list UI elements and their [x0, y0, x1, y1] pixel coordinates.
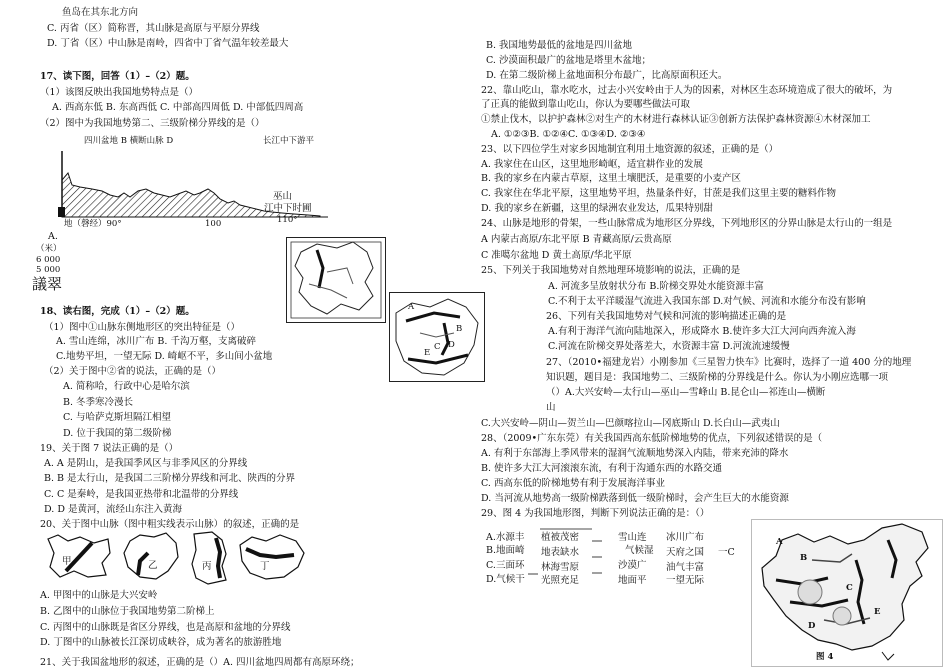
- question-17-1-options: A. 西高东低 B. 东高西低 C. 中部高四周低 D. 中部低四周高: [52, 102, 304, 113]
- question-22-cont: 了正真的能做到靠山吃山，你认为要哪些做法可取: [481, 99, 691, 110]
- profile-scale-1: 6 000: [36, 255, 61, 265]
- match-col3-4: 地面平: [618, 575, 647, 586]
- question-23-a: A. 我家住在山区，这里地形崎岖，适宜耕作业的发展: [481, 159, 703, 170]
- profile-label-plain: 江中下时圃: [264, 203, 312, 214]
- profile-label-wushan: 巫山: [273, 191, 293, 202]
- match-col4-2: 天府之国: [666, 547, 705, 558]
- question-23: 23、以下四位学生对家乡因地制宜利用土地资源的叙述，正确的是（）: [481, 144, 779, 155]
- question-28-d: D. 当河流从地势高一级阶梯跌落到低一级阶梯时，会产生巨大的水能资源: [481, 493, 789, 504]
- fig4-letter-d: D: [808, 621, 816, 631]
- question-28-a: A. 有利于东部海上季风带来的湿润气流顺地势深入内陆，带来充沛的降水: [481, 448, 789, 459]
- match-col2-3: 林海雪原: [541, 562, 580, 573]
- question-25-ab: A. 河流多呈放射状分布 B.阶梯交界处水能资源丰富: [548, 281, 764, 292]
- fig4-letter-a: A: [776, 537, 783, 547]
- map-ding: [236, 531, 308, 583]
- map-letter-e: E: [424, 348, 431, 358]
- map-label-jia: 甲: [62, 556, 72, 567]
- question-28-b: B. 使许多大江大河滚滚东流，有利于沟通东西的水路交通: [481, 463, 723, 474]
- option-d: D. 丁省（区）中山脉是南岭，四省中丁省气温年较差最大: [47, 38, 289, 49]
- question-27-wrap: 山: [546, 402, 556, 413]
- match-col4-1: 冰川广布: [666, 532, 705, 543]
- map-jia: [44, 531, 114, 581]
- question-18-1-cd: C.地势平坦，一望无际 D. 崎岖不平，多山间小盆地: [56, 351, 273, 362]
- option-c: C. 沙漠面积最广的盆地是塔里木盆地；: [486, 55, 651, 66]
- question-19-b: B. B 是太行山，是我国二三阶梯分界线和河北、陕西的分界: [44, 473, 296, 484]
- match-col4-3: 油气丰富: [666, 562, 705, 573]
- question-26-ab: A.有利于海洋气流向陆地深入，形成降水 B.使许多大江大河向西奔流入海: [548, 326, 856, 337]
- profile-axis-tick: 100: [205, 219, 222, 229]
- question-18-1-ab: A. 雪山连绵，冰川广布 B. 千沟万壑，支离破碎: [56, 336, 256, 347]
- match-col3-3: 沙漠广: [618, 560, 647, 571]
- profile-label-top-right: 长江中下游平: [263, 136, 315, 146]
- question-23-c: C. 我家住在华北平原，这里地势平坦，热量条件好，甘蔗是我们这里主要的糖料作物: [481, 188, 836, 199]
- match-option-d: D.气候干: [486, 574, 525, 585]
- question-18-2-b: B. 冬季寒冷漫长: [63, 397, 134, 408]
- match-col2-2: 地表缺水: [541, 547, 580, 558]
- question-29: 29、图 4 为我国地形图，判断下列说法正确的是：（）: [481, 508, 710, 519]
- question-19-c: C. C 是秦岭，是我国亚热带和北温带的分界线: [44, 489, 239, 500]
- question-27-cont: 知识题，题目是：我国地势二、三级阶梯的分界线是什么。你认为小刚应选哪一项: [546, 372, 889, 383]
- question-23-b: B. 我的家乡在内蒙古草原，这里土壤肥沃，是重要的小麦产区: [481, 173, 742, 184]
- question-26-cd: C.河流在阶梯交界处落差大，水资源丰富 D.河流流速缓慢: [548, 341, 790, 352]
- profile-unit: （米）: [36, 244, 62, 254]
- map-bing: [186, 530, 234, 586]
- profile-scale-2: 5 000: [36, 265, 61, 275]
- question-22-items: ①禁止伐木，以护护森林②对生产的木材进行森林认证③创新方法保护森林资源④木材深加工: [481, 114, 871, 125]
- map-letter-a: A: [408, 302, 415, 312]
- map-letter-b: B: [456, 324, 463, 334]
- match-col4-tag: 一C: [718, 547, 735, 558]
- question-21: 21、关于我国盆地形的叙述，正确的是（）A. 四川盆地四周都有高原环绕；: [40, 657, 360, 668]
- match-col2-1: 植被茂密: [541, 532, 580, 543]
- fig4-letter-e: E: [874, 607, 881, 617]
- question-17-1: （1）该图反映出我国地势特点是（）: [40, 87, 199, 98]
- map-label-bing: 丙: [202, 561, 212, 572]
- figure-4-caption: 图 4: [816, 652, 834, 662]
- option-c: C. 丙省（区）简称晋，其山脉是高原与平原分界线: [47, 23, 260, 34]
- match-col3-2: 气候湿: [625, 545, 654, 556]
- profile-degree: 110°: [277, 215, 298, 225]
- map-label-yi: 乙: [148, 560, 158, 571]
- option-a: A.: [48, 231, 58, 242]
- question-20-a: A. 甲图中的山脉是大兴安岭: [40, 590, 158, 601]
- question-17: 17、读下图，回答（1）–（2）题。: [40, 71, 195, 82]
- match-option-b: B.地面崎: [486, 545, 525, 556]
- question-19-d: D. D 是黄河，流经山东注入黄海: [44, 504, 182, 515]
- text-line: 鱼岛在其东北方向: [62, 7, 139, 18]
- question-19: 19、关于图 7 说法正确的是（）: [40, 443, 179, 454]
- map-label-ding: 丁: [260, 561, 270, 572]
- question-27-cd: C.大兴安岭—阴山—贺兰山—巴颜喀拉山—冈底斯山 D.长白山—武夷山: [481, 418, 780, 429]
- question-27-ab: （）A.大兴安岭—太行山—巫山—雪峰山 B.昆仑山—祁连山—横断: [546, 387, 826, 398]
- question-25-cd: C.不利于太平洋暖湿气流进入我国东部 D.对气候、河流和水能分布没有影响: [548, 296, 866, 307]
- question-22: 22、靠山吃山，靠水吃水，过去小兴安岭由于人为的因素，对林区生态环境造成了很大的破坏，为: [481, 85, 893, 96]
- map-letter-d: D: [448, 340, 455, 350]
- question-18-1: （1）图中①山脉东侧地形区的突出特征是（）: [44, 322, 241, 333]
- option-b: B. 我国地势最低的盆地是四川盆地: [486, 40, 633, 51]
- question-17-2: （2）图中为我国地势第二、三级阶梯分界线的是（）: [40, 118, 265, 129]
- fig4-letter-b: B: [800, 553, 808, 563]
- question-22-options: A. ①②③B. ①②④C. ①③④D. ②③④: [491, 129, 646, 140]
- match-option-a: A.水源丰: [486, 532, 525, 543]
- map-figure-7: [389, 292, 485, 382]
- option-d: D. 在第二级阶梯上盆地面积分布最广，比高原面积还大。: [486, 70, 728, 81]
- question-20-d: D. 丁图中的山脉被长江深切成峡谷，成为著名的旅游胜地: [40, 637, 282, 648]
- match-col3-1: 雪山连: [618, 532, 647, 543]
- map-yi: [120, 531, 182, 583]
- figure-4-map: [751, 519, 943, 667]
- map-northeast: [286, 237, 386, 323]
- question-27: 27、（2010•福建龙岩）小刚参加《三星智力快车》比赛时，选择了一道 400 分的地理: [546, 357, 912, 368]
- map-letter-c: C: [434, 342, 441, 352]
- question-20-c: C. 丙图中的山脉既是省区分界线，也是高原和盆地的分界线: [40, 622, 291, 633]
- question-19-a: A. A 是阴山，是我国季风区与非季风区的分界线: [44, 458, 248, 469]
- question-18-2-d: D. 位于我国的第二级阶梯: [63, 428, 172, 439]
- question-24-ab: A 内蒙古高原/东北平原 B 青藏高原/云贵高原: [481, 234, 672, 245]
- profile-label-top: 四川盆地 B 横断山脉 D: [84, 136, 174, 146]
- question-18: 18、读右图，完成（1）–（2）题。: [40, 306, 195, 317]
- question-28: 28、（2009•广东东莞）有关我国西高东低阶梯地势的优点，下列叙述错误的是（: [481, 433, 823, 444]
- profile-axis-bottom: 地（磬经）90°: [64, 219, 122, 229]
- question-24-cd: C 准噶尔盆地 D 黄土高原/华北平原: [481, 250, 632, 261]
- question-24: 24、山脉是地形的骨架，一些山脉常成为地形区分界线，下列地形区的分界山脉是太行山的一组是: [481, 218, 893, 229]
- question-26: 26、下列有关我国地势对气候和河流的影响描述正确的是: [546, 311, 787, 322]
- question-28-c: C. 西高东低的阶梯地势有利于发展海洋事业: [481, 478, 665, 489]
- question-18-2-a: A. 简称哈，行政中心是哈尔滨: [63, 381, 190, 392]
- match-col2-4: 光照充足: [541, 575, 580, 586]
- question-18-2-c: C. 与哈萨克斯坦隔江相望: [63, 412, 171, 423]
- match-option-c: C.三面环: [486, 560, 525, 571]
- question-20: 20、关于图中山脉（图中粗实线表示山脉）的叙述，正确的是: [40, 519, 300, 530]
- fig4-letter-c: C: [846, 583, 853, 593]
- question-25: 25、下列关于我国地势对自然地理环境影响的说法，正确的是: [481, 265, 741, 276]
- match-col4-4: 一望无际: [666, 575, 705, 586]
- garbled-word: 議翠: [32, 275, 63, 293]
- question-23-d: D. 我的家乡在新疆，这里的绿洲农业发达，瓜果特别甜: [481, 203, 713, 214]
- question-20-b: B. 乙图中的山脉位于我国地势第二阶梯上: [40, 606, 215, 617]
- question-18-2: （2）关于图中②省的说法，正确的是（）: [44, 366, 222, 377]
